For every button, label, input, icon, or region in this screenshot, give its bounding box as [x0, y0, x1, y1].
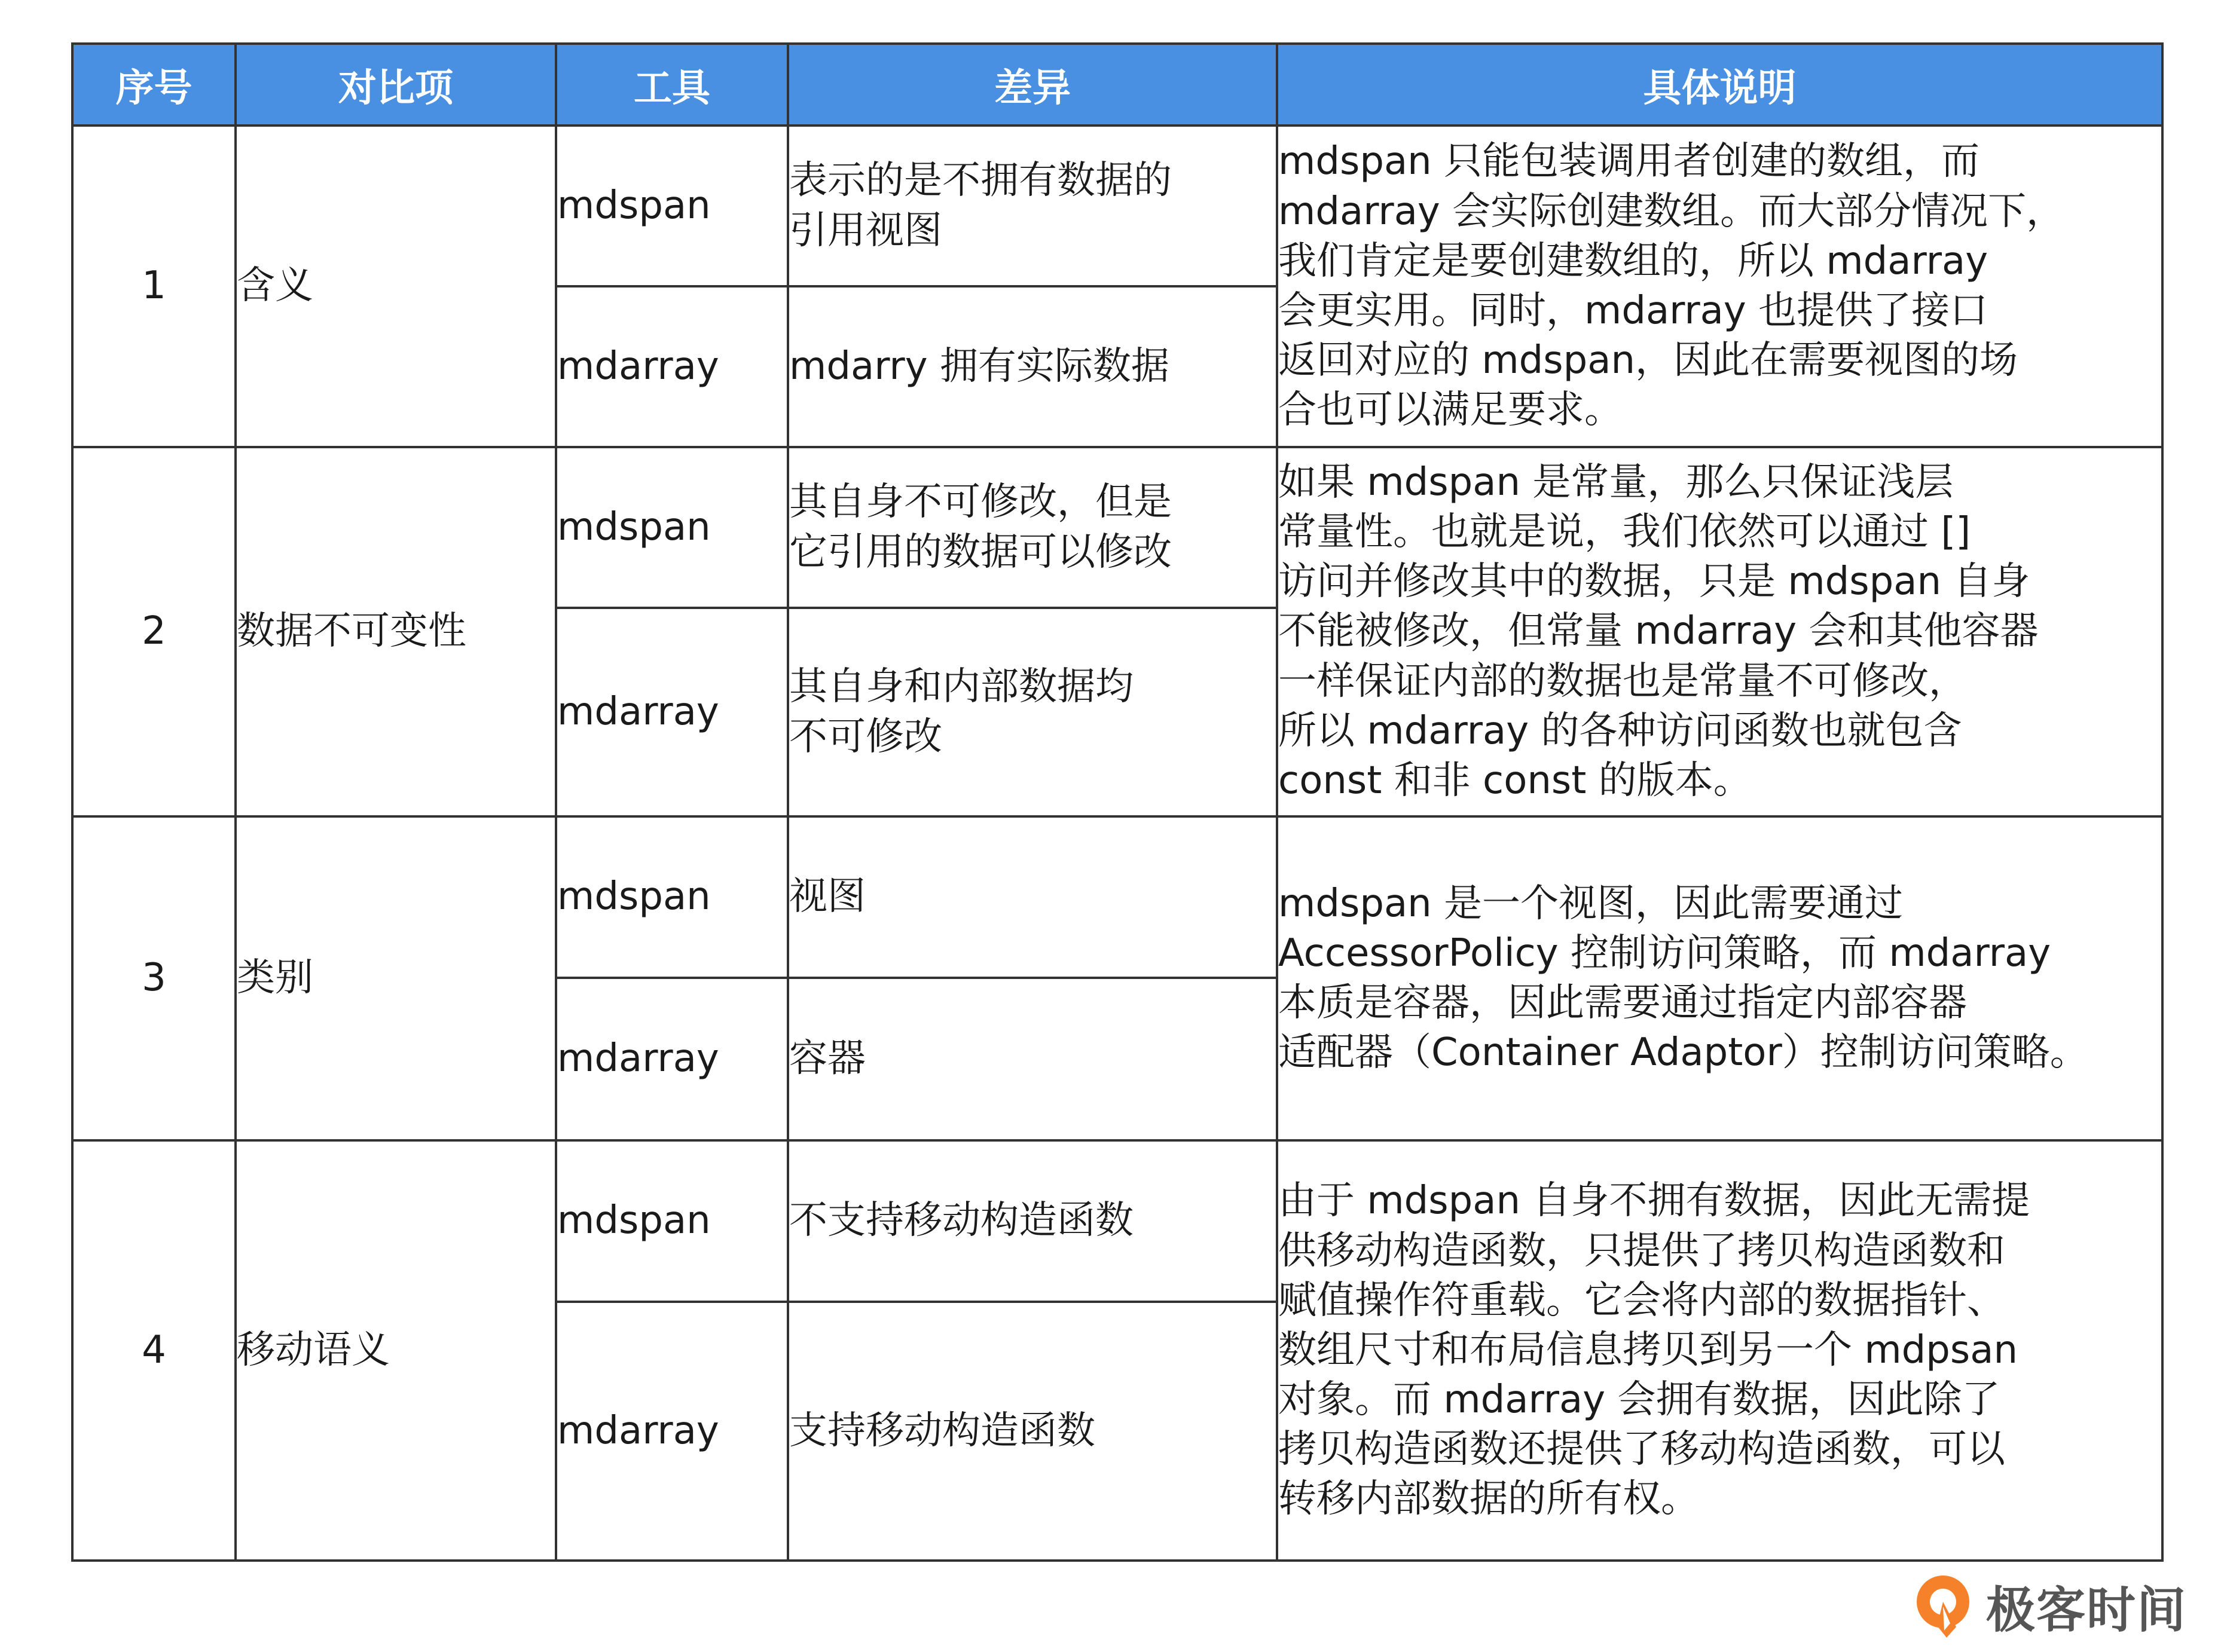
text-line: 不可修改 [789, 714, 942, 759]
text-line: mdarray 会实际创建数组。而大部分情况下， [1278, 189, 2065, 234]
comparison-item: 移动语义 [236, 1140, 556, 1561]
text-line: 其自身不可修改，但是 [789, 480, 1172, 525]
text-line: 本质是容器，因此需要通过指定内部容器 [1278, 981, 1967, 1025]
comparison-table [71, 42, 2164, 1562]
tool-name: mdspan [556, 447, 788, 608]
text-line: 供移动构造函数，只提供了拷贝构造函数和 [1278, 1228, 2005, 1273]
comparison-item: 数据不可变性 [236, 447, 556, 816]
table-header-row [72, 44, 2162, 126]
text-line: 所以 mdarray 的各种访问函数也就包含 [1278, 708, 1962, 753]
text-line: mdarry 拥有实际数据 [789, 344, 1169, 388]
difference-cell [788, 1140, 1277, 1302]
text-line: 我们肯定是要创建数组的，所以 mdarray [1278, 238, 1988, 283]
difference-cell [788, 447, 1277, 608]
text-line: 支持移动构造函数 [789, 1408, 1095, 1453]
text-line: 容器 [789, 1036, 866, 1081]
description-cell [1277, 1140, 2162, 1561]
geektime-logo [1913, 1573, 2187, 1639]
text-line: AccessorPolicy 控制访问策略，而 mdarray [1278, 931, 2051, 975]
text-line: 数组尺寸和布局信息拷贝到另一个 mdpsan [1278, 1327, 2018, 1372]
tool-name: mdspan [556, 126, 788, 286]
text-line: 表示的是不拥有数据的 [789, 158, 1172, 203]
text-line: 会更实用。同时，mdarray 也提供了接口 [1278, 289, 1988, 333]
table-row [72, 126, 2162, 286]
tool-name: mdspan [556, 816, 788, 978]
text-line: 赋值操作符重载。它会将内部的数据指针、 [1278, 1278, 2005, 1323]
text-line: 视图 [789, 874, 866, 919]
row-number: 4 [72, 1140, 236, 1561]
logo-text: 极客时间 [1986, 1581, 2188, 1639]
text-line: 拷贝构造函数还提供了移动构造函数，可以 [1278, 1427, 2005, 1472]
row-number: 2 [72, 447, 236, 816]
header-tool: 工具 [556, 44, 788, 126]
description-cell [1277, 816, 2162, 1140]
table-row [72, 816, 2162, 978]
tool-name: mdarray [556, 978, 788, 1140]
row-number: 3 [72, 816, 236, 1140]
header-index: 序号 [72, 44, 236, 126]
comparison-item: 含义 [236, 126, 556, 447]
difference-cell [788, 126, 1277, 286]
text-line: 不能被修改，但常量 mdarray 会和其他容器 [1278, 609, 2039, 654]
text-line: const 和非 const 的版本。 [1278, 758, 1752, 803]
row-number: 1 [72, 126, 236, 447]
text-line: 访问并修改其中的数据，只是 mdspan 自身 [1278, 559, 2030, 604]
text-line: 引用视图 [789, 208, 942, 253]
text-line: 返回对应的 mdspan，因此在需要视图的场 [1278, 338, 2018, 383]
text-line: mdspan 是一个视图，因此需要通过 [1278, 881, 1904, 926]
difference-cell [788, 608, 1277, 816]
difference-cell [788, 286, 1277, 447]
text-line: 它引用的数据可以修改 [789, 530, 1172, 574]
header-difference: 差异 [788, 44, 1277, 126]
text-line: 常量性。也就是说，我们依然可以通过 [] [1278, 510, 1971, 555]
text-line: 合也可以满足要求。 [1278, 388, 1623, 433]
description-cell [1277, 126, 2162, 447]
header-description: 具体说明 [1277, 44, 2162, 126]
header-item: 对比项 [236, 44, 556, 126]
tool-name: mdarray [556, 286, 788, 447]
text-line: 适配器（Container Adaptor）控制访问策略。 [1278, 1030, 2088, 1075]
text-line: 对象。而 mdarray 会拥有数据，因此除了 [1278, 1378, 2000, 1422]
text-line: 一样保证内部的数据也是常量不可修改， [1278, 659, 1967, 703]
geektime-logo-icon [1913, 1573, 1973, 1639]
text-line: mdspan 只能包装调用者创建的数组，而 [1278, 139, 1980, 184]
text-line: 转移内部数据的所有权。 [1278, 1477, 1699, 1522]
text-line: 其自身和内部数据均 [789, 665, 1134, 709]
difference-cell [788, 978, 1277, 1140]
table-row [72, 1140, 2162, 1302]
tool-name: mdarray [556, 608, 788, 816]
difference-cell [788, 1302, 1277, 1561]
text-line: 如果 mdspan 是常量，那么只保证浅层 [1278, 460, 1954, 504]
table-row [72, 447, 2162, 608]
tool-name: mdspan [556, 1140, 788, 1302]
description-cell [1277, 447, 2162, 816]
table-body [72, 126, 2162, 1561]
difference-cell [788, 816, 1277, 978]
text-line: 由于 mdspan 自身不拥有数据，因此无需提 [1278, 1179, 2030, 1223]
comparison-item: 类别 [236, 816, 556, 1140]
tool-name: mdarray [556, 1302, 788, 1561]
text-line: 不支持移动构造函数 [789, 1198, 1134, 1243]
